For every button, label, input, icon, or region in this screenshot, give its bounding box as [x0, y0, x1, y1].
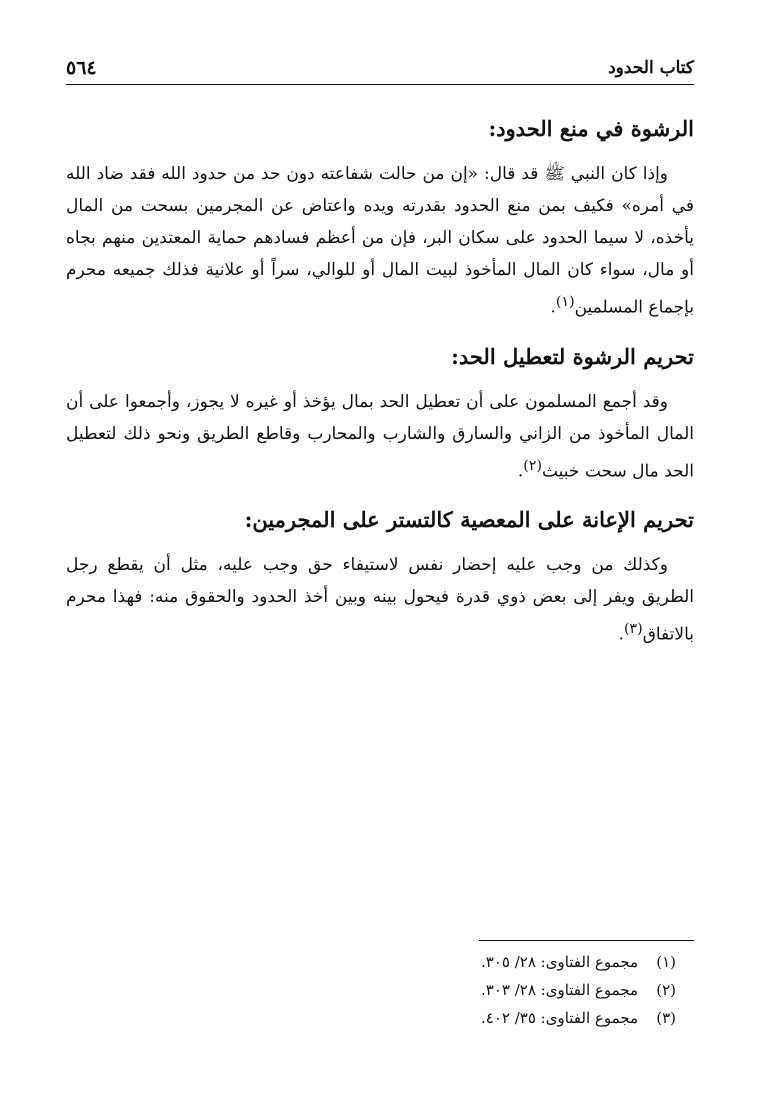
section-paragraph: وكذلك من وجب عليه إحضار نفس لاستيفاء حق وجب عليه، مثل أن يقطع رجل الطريق ويفر إلى بعض ذوي قدرة فيحول بينه وبين أخذ الحدود والحقوق منه: فهذا محرم بالاتفاق$^{(٣)}$.	[66, 555, 694, 645]
section-paragraph: وقد أجمع المسلمون على أن تعطيل الحد بمال يؤخذ أو غيره لا يجوز، وأجمعوا على أن المال المأخوذ من الزاني والسارق والشارب والمحارب وقاطع الطريق ونحو ذلك لتعطيل الحد مال سحت خبيث$^{(٢)}$.	[66, 391, 694, 482]
section-bribery-suspending-punishment	[66, 338, 694, 488]
footnote-text: مجموع الفتاوى: ٣٥/ ٤٠٢.	[481, 1009, 638, 1027]
section-paragraph: وإذا كان النبي ﷺ قد قال: «إن من حالت شفاعته دون حد من حدود الله فقد ضاد الله في أمره» فكيف بمن منع الحدود بقدرته ويده واعتاض عن المجرمين بسحت من المال يأخذه، لا سيما الحدود على سكان البر، فإن من أعظم فسادهم حماية المعتدين منهم بجاه أو مال، سواء كان المال المأخوذ لبيت المال أو للوالي، سراً أو علانية فذلك جميعه محرم بإجماع المسلمين$^{(١)}$.	[66, 164, 694, 318]
footnote-ref: (٢)	[523, 457, 542, 474]
footnotes	[66, 948, 676, 1032]
section-heading: تحريم الرشوة لتعطيل الحد:	[451, 343, 694, 369]
section-heading: الرشوة في منع الحدود:	[488, 116, 694, 141]
section-bribery-preventing-punishments	[66, 110, 694, 324]
footnote-number: (٢)	[656, 981, 676, 999]
running-title: كتاب الحدود	[608, 58, 694, 78]
paragraph-text: وإذا كان النبي ﷺ قد قال: «إن من حالت شفاعته دون حد من حدود الله فقد ضاد الله في أمره» فكيف بمن منع الحدود بقدرته ويده واعتاض عن المجرمين بسحت من المال يأخذه، لا سيما الحدود على سكان البر، فإن من أعظم فسادهم حماية المعتدين منهم بجاه أو مال، سواء كان المال المأخوذ لبيت المال أو للوالي، سراً أو علانية فذلك جميعه محرم بإجماع المسلمين	[66, 164, 694, 318]
paragraph-text: وكذلك من وجب عليه إحضار نفس لاستيفاء حق وجب عليه، مثل أن يقطع رجل الطريق ويفر إلى بعض ذوي قدرة فيحول بينه وبين أخذ الحدود والحقوق منه: فهذا محرم بالاتفاق	[66, 555, 694, 645]
footnote-separator	[479, 940, 694, 941]
footnote-item	[66, 948, 676, 976]
footnote-item	[66, 976, 676, 1004]
section-heading: تحريم الإعانة على المعصية كالتستر على المجرمين:	[244, 507, 694, 533]
page-header	[66, 52, 694, 85]
footnote-text: مجموع الفتاوى: ٢٨/ ٣٠٥.	[481, 953, 638, 971]
footnote-number: (١)	[656, 953, 676, 971]
footnote-number: (٣)	[656, 1009, 676, 1027]
footnote-ref: (١)	[555, 294, 575, 310]
footnote-ref: (٣)	[624, 621, 643, 638]
footnote-text: مجموع الفتاوى: ٢٨/ ٣٠٣.	[481, 981, 638, 999]
page-number: ٥٦٤	[66, 57, 97, 79]
paragraph-text: وقد أجمع المسلمون على أن تعطيل الحد بمال يؤخذ أو غيره لا يجوز، وأجمعوا على أن المال المأخوذ من الزاني والسارق والشارب والمحارب وقاطع الطريق ونحو ذلك لتعطيل الحد مال سحت خبيث	[66, 391, 694, 482]
section-aiding-sin-concealing-criminals	[66, 501, 694, 651]
footnote-item	[66, 1004, 676, 1032]
page-body	[66, 110, 694, 665]
